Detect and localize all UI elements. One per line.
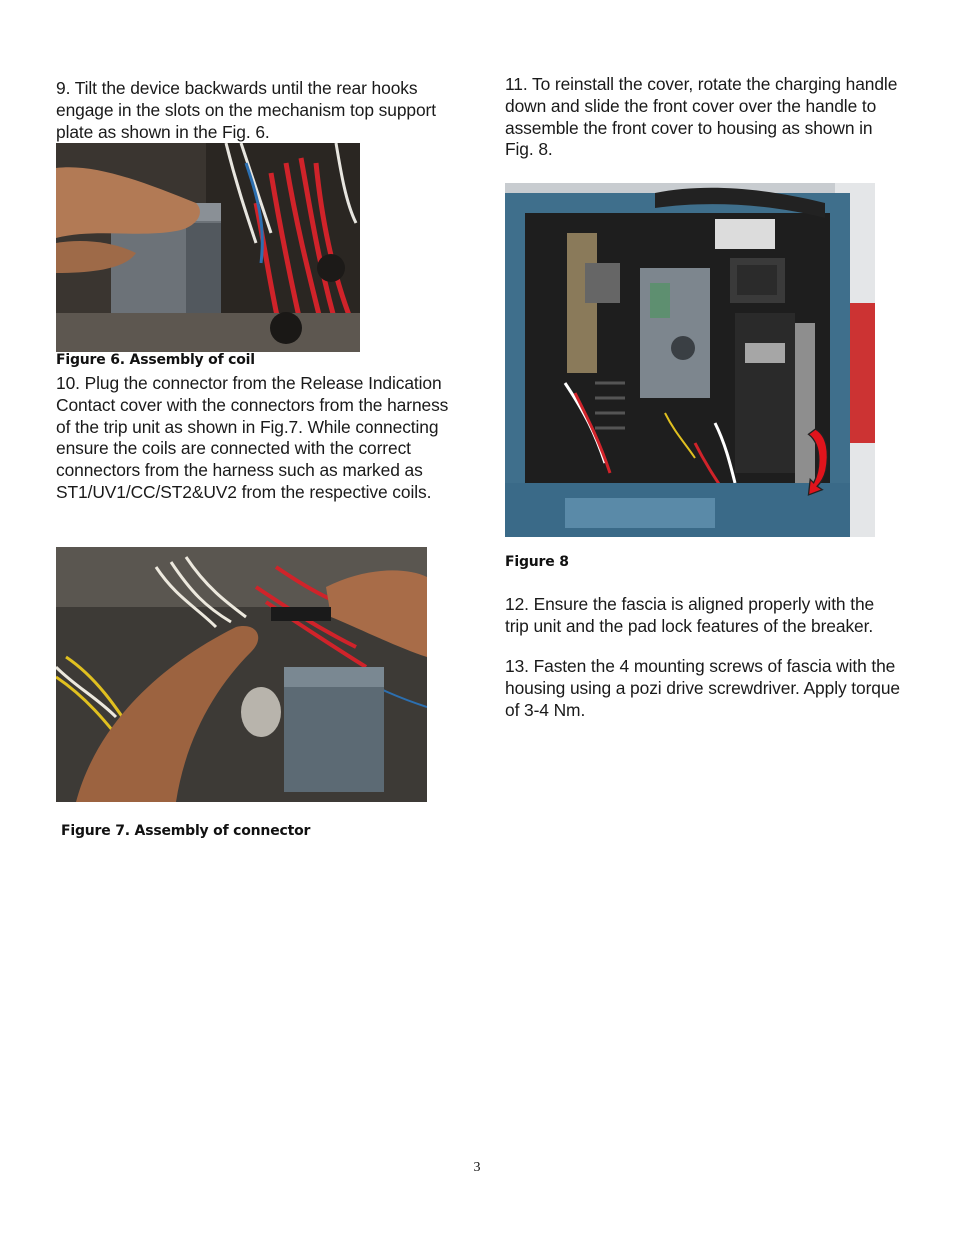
figure-8-caption: Figure 8 xyxy=(505,554,569,570)
step-11-text: 11. To reinstall the cover, rotate the charging handle down and slide the front cover over the handle to assemble the front cover to housing as shown in Fig. 8. xyxy=(505,74,898,160)
figure-7-photo xyxy=(56,547,427,802)
figure-7-caption: Figure 7. Assembly of connector xyxy=(61,823,311,839)
rotation-arrow-icon xyxy=(805,423,831,501)
figure-6-caption: Figure 6. Assembly of coil xyxy=(56,352,255,368)
step-12-text: 12. Ensure the fascia is aligned properly with the trip unit and the pad lock features of the breaker. xyxy=(505,594,875,636)
figure-6-photo xyxy=(56,143,360,352)
page-number: 3 xyxy=(473,1160,481,1175)
step-9-text: 9. Tilt the device backwards until the rear hooks engage in the slots on the mechanism top support plate as shown in the Fig. 6. xyxy=(56,78,436,142)
step-13-text: 13. Fasten the 4 mounting screws of fascia with the housing using a pozi drive screwdriver. Apply torque of 3-4 Nm. xyxy=(505,656,901,720)
step-10-text: 10. Plug the connector from the Release Indication Contact cover with the connectors from the harness of the trip unit as shown in Fig.7. While connecting ensure the coils are connected with the correct connectors from the harness such as marked as ST1/UV1/CC/ST2&UV2 from the respective coils. xyxy=(56,373,449,502)
figure-8-photo xyxy=(505,183,875,537)
